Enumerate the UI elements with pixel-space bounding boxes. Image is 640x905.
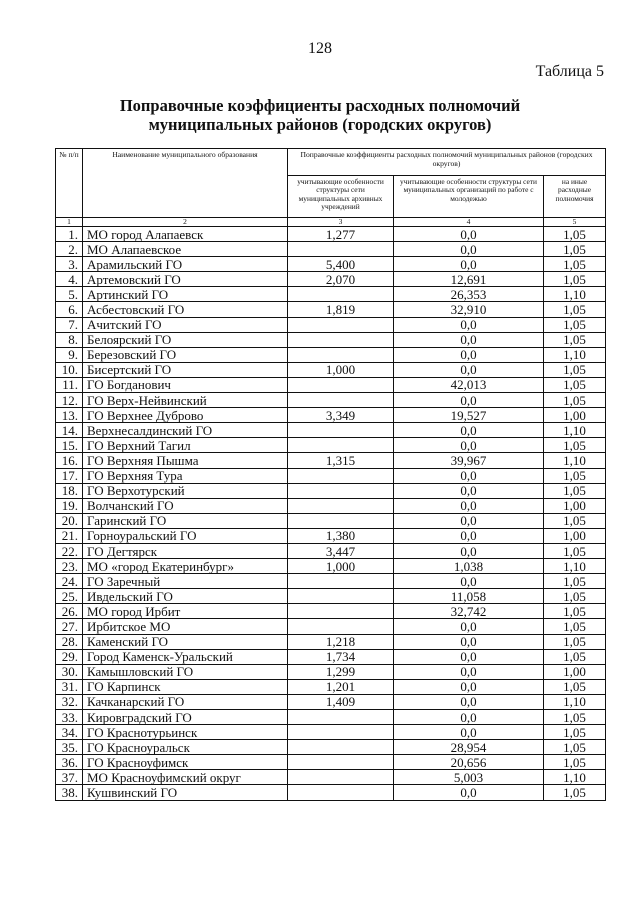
- municipality-name: ГО Верхняя Тура: [83, 468, 288, 483]
- table-row: [56, 302, 606, 317]
- archive-coefficient: 3,349: [288, 408, 394, 423]
- row-number: 14.: [56, 423, 83, 438]
- row-number: 33.: [56, 710, 83, 725]
- municipality-name: Арамильский ГО: [83, 257, 288, 272]
- youth-coefficient: 0,0: [394, 634, 544, 649]
- youth-coefficient: 0,0: [394, 710, 544, 725]
- table-row: [56, 574, 606, 589]
- row-number: 20.: [56, 513, 83, 528]
- youth-coefficient: 0,0: [394, 513, 544, 528]
- youth-coefficient: 0,0: [394, 423, 544, 438]
- youth-coefficient: 0,0: [394, 664, 544, 679]
- table-row: [56, 317, 606, 332]
- row-number: 3.: [56, 257, 83, 272]
- table-row: [56, 634, 606, 649]
- municipality-name: Верхнесалдинский ГО: [83, 423, 288, 438]
- row-number: 22.: [56, 543, 83, 558]
- table-row: [56, 393, 606, 408]
- other-coefficient: 1,05: [544, 543, 606, 558]
- municipality-name: Гаринский ГО: [83, 513, 288, 528]
- table-row: [56, 362, 606, 377]
- youth-coefficient: 42,013: [394, 377, 544, 392]
- page-number: 128: [308, 40, 332, 57]
- row-number: 38.: [56, 785, 83, 800]
- municipality-name: Горноуральский ГО: [83, 528, 288, 543]
- row-number: 4.: [56, 272, 83, 287]
- header-group: Поправочные коэффициенты расходных полномочий муниципальных районов (городских округов): [288, 149, 606, 176]
- archive-coefficient: [288, 498, 394, 513]
- other-coefficient: 1,10: [544, 423, 606, 438]
- row-number: 34.: [56, 725, 83, 740]
- other-coefficient: 1,05: [544, 377, 606, 392]
- archive-coefficient: 1,819: [288, 302, 394, 317]
- municipality-name: ГО Верхняя Пышма: [83, 453, 288, 468]
- column-number: 4: [394, 218, 544, 227]
- table-row: [56, 438, 606, 453]
- archive-coefficient: [288, 287, 394, 302]
- youth-coefficient: 0,0: [394, 785, 544, 800]
- row-number: 9.: [56, 347, 83, 362]
- other-coefficient: 1,05: [544, 755, 606, 770]
- archive-coefficient: [288, 785, 394, 800]
- archive-coefficient: [288, 438, 394, 453]
- youth-coefficient: 0,0: [394, 332, 544, 347]
- row-number: 18.: [56, 483, 83, 498]
- row-number: 37.: [56, 770, 83, 785]
- header-archives: учитывающие особенности структуры сети муниципальных архивных учреждений: [288, 176, 394, 218]
- table-row: [56, 272, 606, 287]
- youth-coefficient: 0,0: [394, 528, 544, 543]
- municipality-name: ГО Красноуфимск: [83, 755, 288, 770]
- archive-coefficient: 1,315: [288, 453, 394, 468]
- youth-coefficient: 0,0: [394, 694, 544, 709]
- other-coefficient: 1,10: [544, 694, 606, 709]
- municipality-name: Артемовский ГО: [83, 272, 288, 287]
- row-number: 25.: [56, 589, 83, 604]
- other-coefficient: 1,05: [544, 649, 606, 664]
- municipality-name: МО Красноуфимский округ: [83, 770, 288, 785]
- youth-coefficient: 0,0: [394, 227, 544, 242]
- municipality-name: ГО Дегтярск: [83, 543, 288, 558]
- archive-coefficient: 1,201: [288, 679, 394, 694]
- table-row: [56, 332, 606, 347]
- other-coefficient: 1,05: [544, 332, 606, 347]
- archive-coefficient: [288, 468, 394, 483]
- table-row: [56, 619, 606, 634]
- archive-coefficient: 1,000: [288, 362, 394, 377]
- youth-coefficient: 12,691: [394, 272, 544, 287]
- youth-coefficient: 20,656: [394, 755, 544, 770]
- other-coefficient: 1,10: [544, 287, 606, 302]
- other-coefficient: 1,10: [544, 770, 606, 785]
- other-coefficient: 1,05: [544, 725, 606, 740]
- row-number: 30.: [56, 664, 83, 679]
- youth-coefficient: 0,0: [394, 257, 544, 272]
- archive-coefficient: [288, 619, 394, 634]
- other-coefficient: 1,05: [544, 302, 606, 317]
- header-num: № п/п: [56, 149, 83, 218]
- table-row: [56, 694, 606, 709]
- youth-coefficient: 0,0: [394, 438, 544, 453]
- youth-coefficient: 5,003: [394, 770, 544, 785]
- municipality-name: Город Каменск-Уральский: [83, 649, 288, 664]
- youth-coefficient: 0,0: [394, 619, 544, 634]
- youth-coefficient: 0,0: [394, 679, 544, 694]
- municipality-name: Кушвинский ГО: [83, 785, 288, 800]
- other-coefficient: 1,05: [544, 513, 606, 528]
- youth-coefficient: 19,527: [394, 408, 544, 423]
- row-number: 11.: [56, 377, 83, 392]
- youth-coefficient: 11,058: [394, 589, 544, 604]
- archive-coefficient: [288, 770, 394, 785]
- municipality-name: МО Алапаевское: [83, 242, 288, 257]
- table-row: [56, 664, 606, 679]
- archive-coefficient: 1,409: [288, 694, 394, 709]
- youth-coefficient: 0,0: [394, 362, 544, 377]
- archive-coefficient: 1,218: [288, 634, 394, 649]
- youth-coefficient: 0,0: [394, 725, 544, 740]
- youth-coefficient: 1,038: [394, 559, 544, 574]
- youth-coefficient: 39,967: [394, 453, 544, 468]
- archive-coefficient: [288, 755, 394, 770]
- other-coefficient: 1,00: [544, 498, 606, 513]
- table-label: Таблица 5: [535, 63, 604, 80]
- other-coefficient: 1,05: [544, 227, 606, 242]
- municipality-name: ГО Карпинск: [83, 679, 288, 694]
- youth-coefficient: 28,954: [394, 740, 544, 755]
- youth-coefficient: 0,0: [394, 347, 544, 362]
- table-row: [56, 408, 606, 423]
- municipality-name: Березовский ГО: [83, 347, 288, 362]
- municipality-name: ГО Краснотурьинск: [83, 725, 288, 740]
- other-coefficient: 1,05: [544, 634, 606, 649]
- row-number: 19.: [56, 498, 83, 513]
- table-row: [56, 498, 606, 513]
- other-coefficient: 1,05: [544, 468, 606, 483]
- other-coefficient: 1,05: [544, 589, 606, 604]
- municipality-name: МО город Алапаевск: [83, 227, 288, 242]
- table-row: [56, 257, 606, 272]
- archive-coefficient: [288, 604, 394, 619]
- youth-coefficient: 0,0: [394, 242, 544, 257]
- row-number: 10.: [56, 362, 83, 377]
- table-row: [56, 543, 606, 558]
- other-coefficient: 1,05: [544, 438, 606, 453]
- other-coefficient: 1,10: [544, 559, 606, 574]
- other-coefficient: 1,10: [544, 453, 606, 468]
- other-coefficient: 1,05: [544, 604, 606, 619]
- archive-coefficient: 1,299: [288, 664, 394, 679]
- other-coefficient: 1,05: [544, 619, 606, 634]
- other-coefficient: 1,00: [544, 528, 606, 543]
- table-row: [56, 242, 606, 257]
- municipality-name: ГО Верхний Тагил: [83, 438, 288, 453]
- municipality-name: ГО Верхнее Дуброво: [83, 408, 288, 423]
- row-number: 26.: [56, 604, 83, 619]
- row-number: 15.: [56, 438, 83, 453]
- municipality-name: Ирбитское МО: [83, 619, 288, 634]
- other-coefficient: 1,05: [544, 393, 606, 408]
- row-number: 32.: [56, 694, 83, 709]
- row-number: 27.: [56, 619, 83, 634]
- other-coefficient: 1,10: [544, 347, 606, 362]
- row-number: 17.: [56, 468, 83, 483]
- municipality-name: ГО Верх-Нейвинский: [83, 393, 288, 408]
- table-row: [56, 755, 606, 770]
- other-coefficient: 1,05: [544, 242, 606, 257]
- other-coefficient: 1,05: [544, 785, 606, 800]
- other-coefficient: 1,00: [544, 664, 606, 679]
- table-row: [56, 649, 606, 664]
- row-number: 35.: [56, 740, 83, 755]
- other-coefficient: 1,05: [544, 317, 606, 332]
- municipality-name: Каменский ГО: [83, 634, 288, 649]
- row-number: 12.: [56, 393, 83, 408]
- table-row: [56, 483, 606, 498]
- row-number: 28.: [56, 634, 83, 649]
- youth-coefficient: 0,0: [394, 649, 544, 664]
- archive-coefficient: [288, 332, 394, 347]
- municipality-name: Белоярский ГО: [83, 332, 288, 347]
- table-row: [56, 679, 606, 694]
- other-coefficient: 1,05: [544, 272, 606, 287]
- table-row: [56, 725, 606, 740]
- youth-coefficient: 26,353: [394, 287, 544, 302]
- other-coefficient: 1,05: [544, 740, 606, 755]
- municipality-name: Бисертский ГО: [83, 362, 288, 377]
- table-row: [56, 740, 606, 755]
- municipality-name: ГО Заречный: [83, 574, 288, 589]
- archive-coefficient: 1,734: [288, 649, 394, 664]
- row-number: 6.: [56, 302, 83, 317]
- youth-coefficient: 0,0: [394, 543, 544, 558]
- archive-coefficient: 3,447: [288, 543, 394, 558]
- row-number: 2.: [56, 242, 83, 257]
- archive-coefficient: [288, 347, 394, 362]
- municipality-name: МО город Ирбит: [83, 604, 288, 619]
- header-name: Наименование муниципального образования: [83, 149, 288, 218]
- table-row: [56, 513, 606, 528]
- archive-coefficient: [288, 513, 394, 528]
- youth-coefficient: 0,0: [394, 468, 544, 483]
- youth-coefficient: 32,910: [394, 302, 544, 317]
- archive-coefficient: [288, 423, 394, 438]
- municipality-name: ГО Красноуральск: [83, 740, 288, 755]
- municipality-name: Асбестовский ГО: [83, 302, 288, 317]
- other-coefficient: 1,05: [544, 679, 606, 694]
- title-line-1: Поправочные коэффициенты расходных полномочий: [119, 96, 521, 115]
- municipality-name: Ачитский ГО: [83, 317, 288, 332]
- youth-coefficient: 0,0: [394, 574, 544, 589]
- municipality-name: ГО Богданович: [83, 377, 288, 392]
- row-number: 21.: [56, 528, 83, 543]
- row-number: 8.: [56, 332, 83, 347]
- youth-coefficient: 0,0: [394, 317, 544, 332]
- archive-coefficient: [288, 317, 394, 332]
- archive-coefficient: 1,000: [288, 559, 394, 574]
- other-coefficient: 1,05: [544, 483, 606, 498]
- archive-coefficient: 1,277: [288, 227, 394, 242]
- archive-coefficient: [288, 483, 394, 498]
- municipality-name: Ивдельский ГО: [83, 589, 288, 604]
- municipality-name: Кировградский ГО: [83, 710, 288, 725]
- youth-coefficient: 32,742: [394, 604, 544, 619]
- archive-coefficient: [288, 710, 394, 725]
- column-number: 2: [83, 218, 288, 227]
- table-row: [56, 785, 606, 800]
- municipality-name: Артинский ГО: [83, 287, 288, 302]
- archive-coefficient: 1,380: [288, 528, 394, 543]
- archive-coefficient: 5,400: [288, 257, 394, 272]
- other-coefficient: 1,05: [544, 362, 606, 377]
- other-coefficient: 1,05: [544, 257, 606, 272]
- municipality-name: МО «город Екатеринбург»: [83, 559, 288, 574]
- youth-coefficient: 0,0: [394, 498, 544, 513]
- table-body: [56, 227, 606, 801]
- row-number: 29.: [56, 649, 83, 664]
- column-number: 1: [56, 218, 83, 227]
- table-row: [56, 287, 606, 302]
- table-row: [56, 559, 606, 574]
- table-row: [56, 468, 606, 483]
- row-number: 31.: [56, 679, 83, 694]
- header-youth: учитывающие особенности структуры сети муниципальных организаций по работе с молодежью: [394, 176, 544, 218]
- document-title: [0, 96, 640, 134]
- table-row: [56, 528, 606, 543]
- archive-coefficient: [288, 242, 394, 257]
- table-row: [56, 423, 606, 438]
- table-row: [56, 710, 606, 725]
- archive-coefficient: [288, 377, 394, 392]
- row-number: 13.: [56, 408, 83, 423]
- table-row: [56, 453, 606, 468]
- table-row: [56, 227, 606, 242]
- row-number: 7.: [56, 317, 83, 332]
- municipality-name: Камышловский ГО: [83, 664, 288, 679]
- other-coefficient: 1,05: [544, 574, 606, 589]
- archive-coefficient: [288, 725, 394, 740]
- archive-coefficient: [288, 740, 394, 755]
- archive-coefficient: [288, 393, 394, 408]
- row-number: 23.: [56, 559, 83, 574]
- column-numbers-row: [56, 218, 606, 227]
- column-number: 3: [288, 218, 394, 227]
- coefficients-table: [55, 148, 606, 801]
- title-line-2: муниципальных районов (городских округов): [148, 115, 492, 134]
- archive-coefficient: 2,070: [288, 272, 394, 287]
- municipality-name: Качканарский ГО: [83, 694, 288, 709]
- table-row: [56, 377, 606, 392]
- other-coefficient: 1,00: [544, 408, 606, 423]
- other-coefficient: 1,05: [544, 710, 606, 725]
- row-number: 1.: [56, 227, 83, 242]
- row-number: 24.: [56, 574, 83, 589]
- archive-coefficient: [288, 574, 394, 589]
- row-number: 5.: [56, 287, 83, 302]
- row-number: 36.: [56, 755, 83, 770]
- table-row: [56, 347, 606, 362]
- youth-coefficient: 0,0: [394, 483, 544, 498]
- table-row: [56, 770, 606, 785]
- municipality-name: ГО Верхотурский: [83, 483, 288, 498]
- archive-coefficient: [288, 589, 394, 604]
- municipality-name: Волчанский ГО: [83, 498, 288, 513]
- youth-coefficient: 0,0: [394, 393, 544, 408]
- header-other: на иные расходные полномочия: [544, 176, 606, 218]
- table-row: [56, 604, 606, 619]
- row-number: 16.: [56, 453, 83, 468]
- table-row: [56, 589, 606, 604]
- column-number: 5: [544, 218, 606, 227]
